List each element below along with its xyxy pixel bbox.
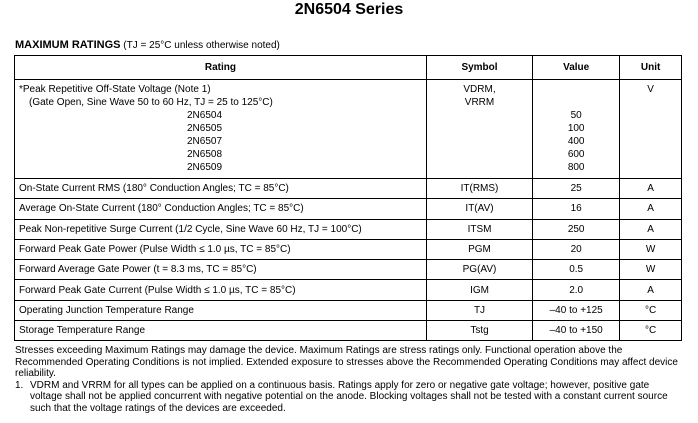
notes	[15, 345, 680, 414]
symbol-cell	[426, 80, 532, 179]
table-row	[15, 280, 682, 300]
symbol-cell: PGM	[426, 239, 532, 259]
value-cell: 20	[533, 239, 620, 259]
maximum-ratings-table	[14, 55, 682, 341]
rating-cell: Forward Peak Gate Current (Pulse Width ≤ 1.0 µs, TC = 85°C)	[15, 280, 427, 300]
rating-cell: Average On-State Current (180° Conduction Angles; TC = 85°C)	[15, 199, 427, 219]
page-title: 2N6504 Series	[294, 1, 404, 18]
value-cell: –40 to +125	[533, 300, 620, 320]
value-cell	[533, 80, 620, 179]
rating-cell: Peak Non-repetitive Surge Current (1/2 Cycle, Sine Wave 60 Hz, TJ = 100°C)	[15, 219, 427, 239]
unit-cell: W	[620, 260, 682, 280]
rating-cell: Operating Junction Temperature Range	[15, 300, 427, 320]
header-value: Value	[533, 56, 620, 80]
rating-cell	[15, 80, 427, 179]
symbol-cell: ITSM	[426, 219, 532, 239]
rating-line: *Peak Repetitive Off-State Voltage (Note 1)	[19, 84, 211, 95]
unit-cell: A	[620, 179, 682, 199]
value-cell: –40 to +150	[533, 321, 620, 341]
rating-cell: Forward Peak Gate Power (Pulse Width ≤ 1.0 µs, TC = 85°C)	[15, 239, 427, 259]
unit-cell: W	[620, 239, 682, 259]
value-line: 400	[567, 136, 585, 147]
unit-cell: V	[620, 80, 682, 179]
value-cell: 25	[533, 179, 620, 199]
symbol-cell: IT(AV)	[426, 199, 532, 219]
value-cell: 16	[533, 199, 620, 219]
symbol-line: VRRM	[464, 97, 495, 108]
value-cell: 2.0	[533, 280, 620, 300]
symbol-cell: PG(AV)	[426, 260, 532, 280]
symbol-cell: IT(RMS)	[426, 179, 532, 199]
rating-cell: Forward Average Gate Power (t = 8.3 ms, TC = 85°C)	[15, 260, 427, 280]
table-row	[15, 239, 682, 259]
header-unit: Unit	[620, 56, 682, 80]
table-row	[15, 219, 682, 239]
part-number: 2N6508	[187, 149, 223, 160]
part-number: 2N6509	[187, 162, 223, 173]
stress-note: Stresses exceeding Maximum Ratings may damage the device. Maximum Ratings are stress ratings only. Functional operation above the Recommended Operating Conditions is not implied. Extended exposure to stresses above the Recommended Operating Conditions may affect device reliability.	[15, 345, 678, 379]
footnote-text: VDRM and VRRM for all types can be applied on a continuous basis. Ratings apply for zero or negative gate voltage; however, positive gate voltage shall not be applied concurrent with negative potential on the anode. Blocking voltages shall not be tested with a constant current source such that the voltage ratings of the devices are exceeded.	[30, 379, 668, 414]
value-cell: 0.5	[533, 260, 620, 280]
table-row	[15, 199, 682, 219]
rating-condition: (Gate Open, Sine Wave 50 to 60 Hz, TJ = 25 to 125°C)	[29, 97, 273, 108]
table-row	[15, 321, 682, 341]
rating-cell: Storage Temperature Range	[15, 321, 427, 341]
table-row	[15, 300, 682, 320]
symbol-line: VDRM,	[463, 84, 496, 95]
footnote	[15, 380, 680, 415]
table-row	[15, 80, 682, 179]
table-header-row	[15, 56, 682, 80]
header-rating: Rating	[15, 56, 427, 80]
section-heading	[15, 38, 280, 53]
value-line: 600	[567, 149, 585, 160]
value-line: 100	[567, 123, 585, 134]
symbol-cell: TJ	[426, 300, 532, 320]
footnote-number: 1.	[15, 379, 24, 391]
value-cell: 250	[533, 219, 620, 239]
unit-cell: A	[620, 219, 682, 239]
part-number: 2N6505	[187, 123, 223, 134]
unit-cell: °C	[620, 300, 682, 320]
table-row	[15, 179, 682, 199]
symbol-cell: Tstg	[426, 321, 532, 341]
value-line: 800	[567, 162, 585, 173]
rating-cell: On-State Current RMS (180° Conduction Angles; TC = 85°C)	[15, 179, 427, 199]
unit-cell: °C	[620, 321, 682, 341]
part-number: 2N6507	[187, 136, 223, 147]
section-condition: (TJ = 25°C unless otherwise noted)	[123, 40, 280, 51]
part-number: 2N6504	[187, 110, 223, 121]
header-symbol: Symbol	[426, 56, 532, 80]
table-row	[15, 260, 682, 280]
section-title: MAXIMUM RATINGS	[15, 39, 121, 51]
unit-cell: A	[620, 280, 682, 300]
unit-cell: A	[620, 199, 682, 219]
symbol-cell: IGM	[426, 280, 532, 300]
value-line: 50	[570, 110, 582, 121]
